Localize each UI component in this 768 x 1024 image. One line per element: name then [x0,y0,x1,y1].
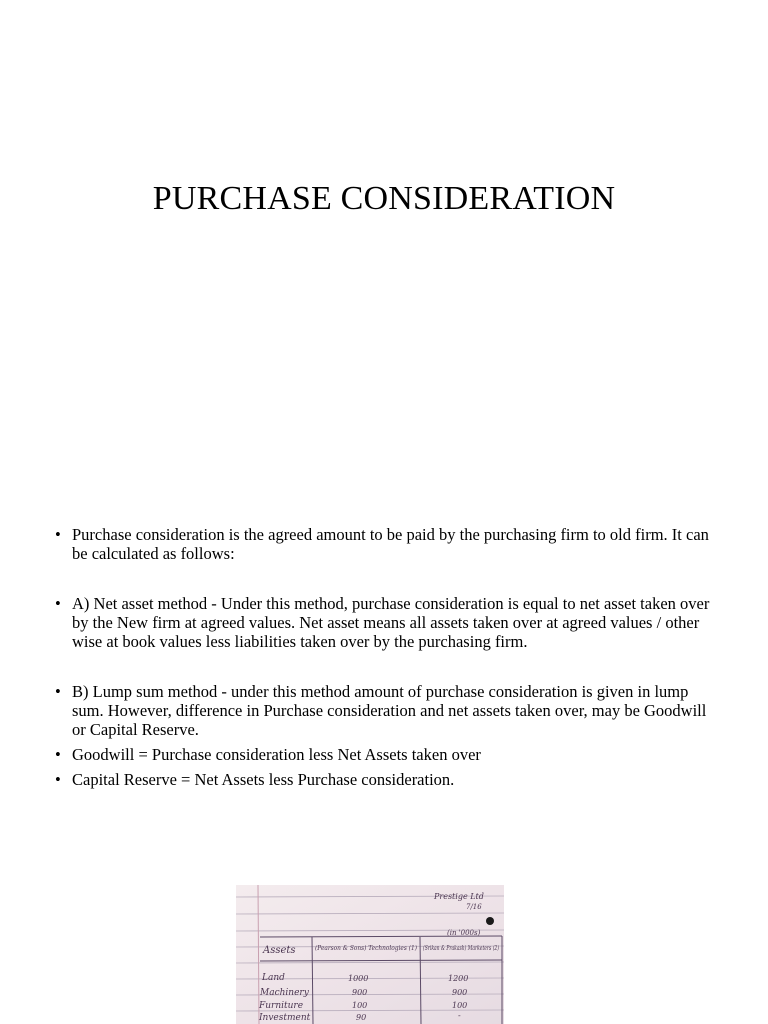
bullet-capital-reserve: • Capital Reserve = Net Assets less Purchase consideration. [55,770,715,789]
handwritten-sheet-drawing [236,885,504,1024]
header-assets: Assets [263,945,296,956]
bullet-goodwill: • Goodwill = Purchase consideration less Net Assets taken over [55,745,715,764]
corner-note-1: Prestige Ltd [434,892,484,901]
handwritten-sheet-image [236,885,504,1024]
slide-title: PURCHASE CONSIDERATION [152,180,616,217]
row-value-1: 900 [352,988,368,997]
unit-note: (in '000s) [447,929,481,937]
row-asset: Furniture [259,1001,304,1011]
bullet-lump-sum-method: • B) Lump sum method - under this method amount of purchase consideration is given in lump sum. However, difference in Purchase consideration and net assets taken over, may be Goodwill or Capital Reserve. [55,682,715,739]
bullet-list [55,525,715,789]
header-firm-2: (Srikan & Prakash) Marketers (2) [423,945,500,952]
bullet-definition: • Purchase consideration is the agreed amount to be paid by the purchasing firm to old firm. It can be calculated as follows: [55,525,715,563]
row-value-2: - [458,1011,461,1020]
row-value-2: 100 [452,1001,468,1010]
corner-note-2: 7/16 [466,903,482,911]
row-value-2: 900 [452,988,468,997]
hole-punch [486,917,494,925]
row-value-2: 1200 [448,974,469,983]
row-asset: Machinery [260,988,309,998]
row-value-1: 90 [356,1013,367,1022]
header-firm-1: (Pearson & Sons) Technologies (1) [315,945,418,952]
row-asset: Investment [259,1013,311,1023]
row-value-1: 1000 [348,974,369,983]
bullet-net-asset-method: • A) Net asset method - Under this method, purchase consideration is equal to net asset taken over by the New firm at agreed values. Net asset means all assets taken over at agreed values / other wise at book values less liabilities taken over by the purchasing firm. [55,594,715,651]
row-asset: Land [262,973,285,983]
row-value-1: 100 [352,1001,368,1010]
